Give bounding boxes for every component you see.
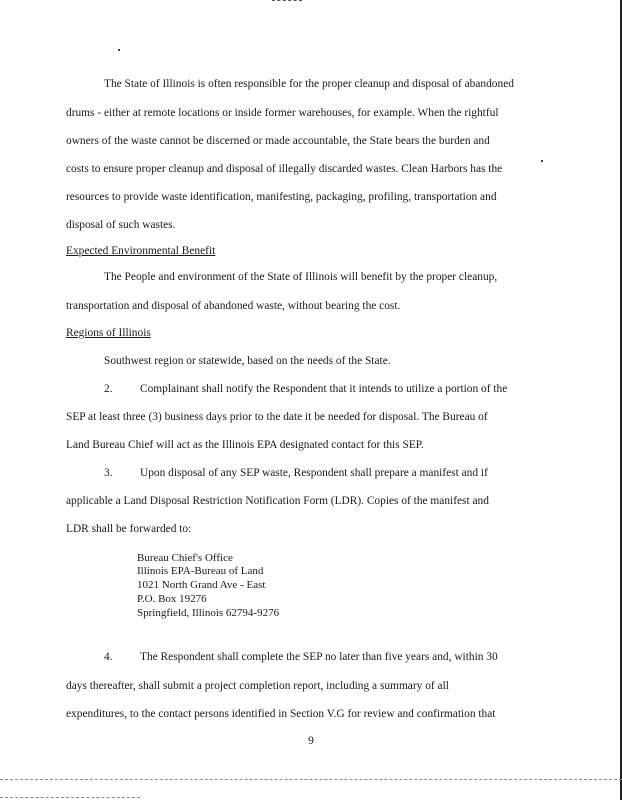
body-text-line: applicable a Land Disposal Restriction Notification Form (LDR). Copies of the manifest and bbox=[66, 495, 489, 507]
body-text-line: transportation and disposal of abandoned waste, without bearing the cost. bbox=[66, 300, 401, 312]
scan-artifact bbox=[272, 0, 302, 2]
body-text-line: resources to provide waste identification, manifesting, packaging, profiling, transportation and bbox=[66, 191, 497, 203]
body-text-line: Land Bureau Chief will act as the Illinois EPA designated contact for this SEP. bbox=[66, 439, 424, 451]
item-number: 4. bbox=[104, 651, 113, 663]
body-text-line: LDR shall be forwarded to: bbox=[66, 523, 192, 535]
section-heading-benefit: Expected Environmental Benefit bbox=[66, 245, 216, 257]
body-text-line: drums - either at remote locations or inside former warehouses, for example. When the rightful bbox=[66, 107, 499, 119]
body-text-line: disposal of such wastes. bbox=[66, 219, 176, 231]
address-line: Bureau Chief's Office bbox=[137, 552, 233, 564]
body-text-line: The State of Illinois is often responsible for the proper cleanup and disposal of abandoned bbox=[104, 78, 514, 90]
body-text-line: days thereafter, shall submit a project completion report, including a summary of all bbox=[66, 680, 449, 692]
body-text-line: expenditures, to the contact persons identified in Section V.G for review and confirmation that bbox=[66, 708, 496, 720]
body-text-line: Southwest region or statewide, based on the needs of the State. bbox=[104, 355, 391, 367]
numbered-item-4 bbox=[104, 650, 604, 664]
scan-artifact bbox=[0, 779, 622, 781]
address-line: P.O. Box 19276 bbox=[137, 593, 207, 605]
page-number: 9 bbox=[308, 735, 314, 747]
section-heading-regions: Regions of Illinois bbox=[66, 327, 151, 339]
scan-speck bbox=[118, 49, 120, 51]
item-number: 2. bbox=[104, 383, 113, 395]
address-line: 1021 North Grand Ave - East bbox=[137, 579, 266, 591]
body-text-line: SEP at least three (3) business days prior to the date it be needed for disposal. The Bureau of bbox=[66, 411, 488, 423]
address-line: Illinois EPA-Bureau of Land bbox=[137, 565, 264, 577]
body-text: The Respondent shall complete the SEP no later than five years and, within 30 bbox=[140, 651, 498, 663]
item-number: 3. bbox=[104, 467, 113, 479]
numbered-item-3 bbox=[104, 466, 604, 480]
scan-artifact bbox=[0, 797, 140, 799]
body-text: Complainant shall notify the Respondent that it intends to utilize a portion of the bbox=[140, 383, 508, 395]
body-text-line: The People and environment of the State of Illinois will benefit by the proper cleanup, bbox=[104, 271, 498, 283]
body-text: Upon disposal of any SEP waste, Respondent shall prepare a manifest and if bbox=[140, 467, 488, 479]
numbered-item-2 bbox=[104, 382, 604, 396]
body-text-line: costs to ensure proper cleanup and disposal of illegally discarded wastes. Clean Harbors has the bbox=[66, 163, 503, 175]
body-text-line: owners of the waste cannot be discerned or made accountable, the State bears the burden and bbox=[66, 135, 490, 147]
address-line: Springfield, Illinois 62794-9276 bbox=[137, 607, 280, 619]
